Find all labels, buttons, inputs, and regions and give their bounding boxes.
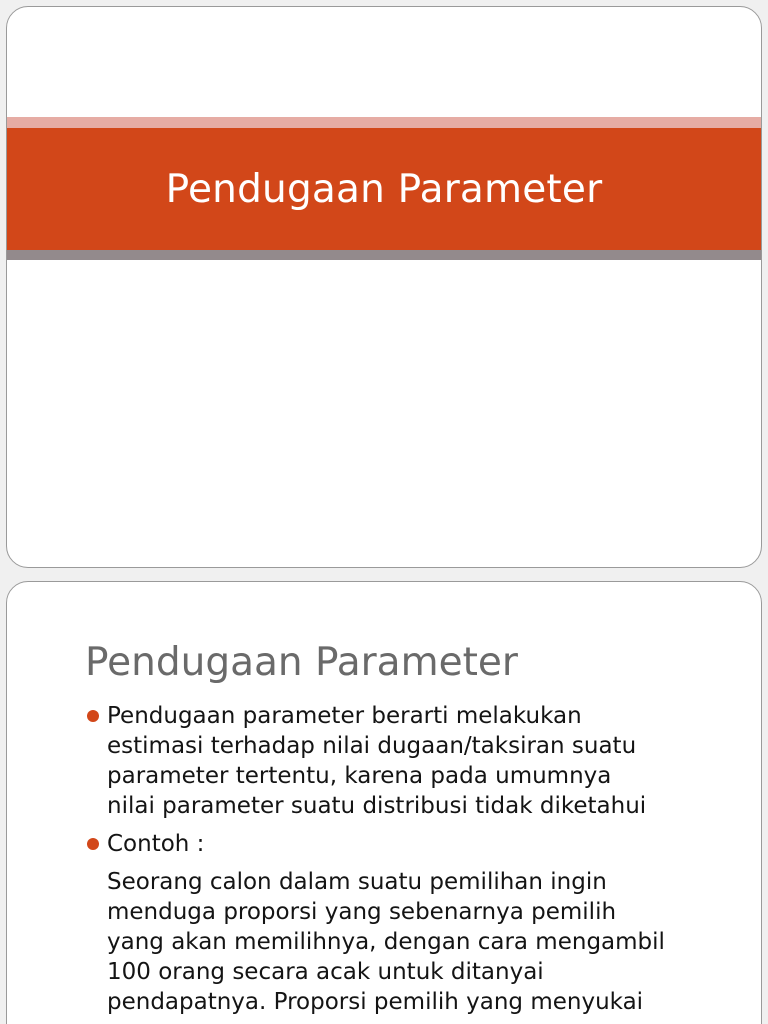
slide-2[interactable]: [6, 581, 762, 1024]
example-paragraph: [85, 867, 745, 1017]
bullet-1-line-2: estimasi terhadap nilai dugaan/taksiran suatu: [107, 733, 637, 759]
slide-2-heading: Pendugaan Parameter: [85, 640, 518, 685]
title-band-bottom-stripe: [7, 250, 761, 260]
bullet-dot-icon: [87, 838, 99, 850]
slide-1[interactable]: [6, 6, 762, 568]
example-line-4: 100 orang secara acak untuk ditanyai: [107, 959, 544, 985]
slide-1-title: Pendugaan Parameter: [165, 166, 603, 212]
example-line-3: yang akan memilihnya, dengan cara mengambil: [107, 929, 665, 955]
bullet-2-label: Contoh :: [107, 831, 205, 857]
bullet-1-line-3: parameter tertentu, karena pada umumnya: [107, 763, 612, 789]
slide-2-content: [85, 701, 745, 1017]
example-line-1: Seorang calon dalam suatu pemilihan ingin: [107, 869, 607, 895]
bullet-item: [85, 829, 745, 859]
bullet-1-line-4: nilai parameter suatu distribusi tidak diketahui: [107, 793, 647, 819]
title-band-top-stripe: [7, 117, 761, 128]
example-line-5: pendapatnya. Proporsi pemilih yang menyukai: [107, 989, 644, 1015]
example-line-2: menduga proporsi yang sebenarnya pemilih: [107, 899, 617, 925]
bullet-1-line-1: Pendugaan parameter berarti melakukan: [107, 703, 582, 729]
bullet-dot-icon: [87, 710, 99, 722]
bullet-item: [85, 701, 745, 821]
